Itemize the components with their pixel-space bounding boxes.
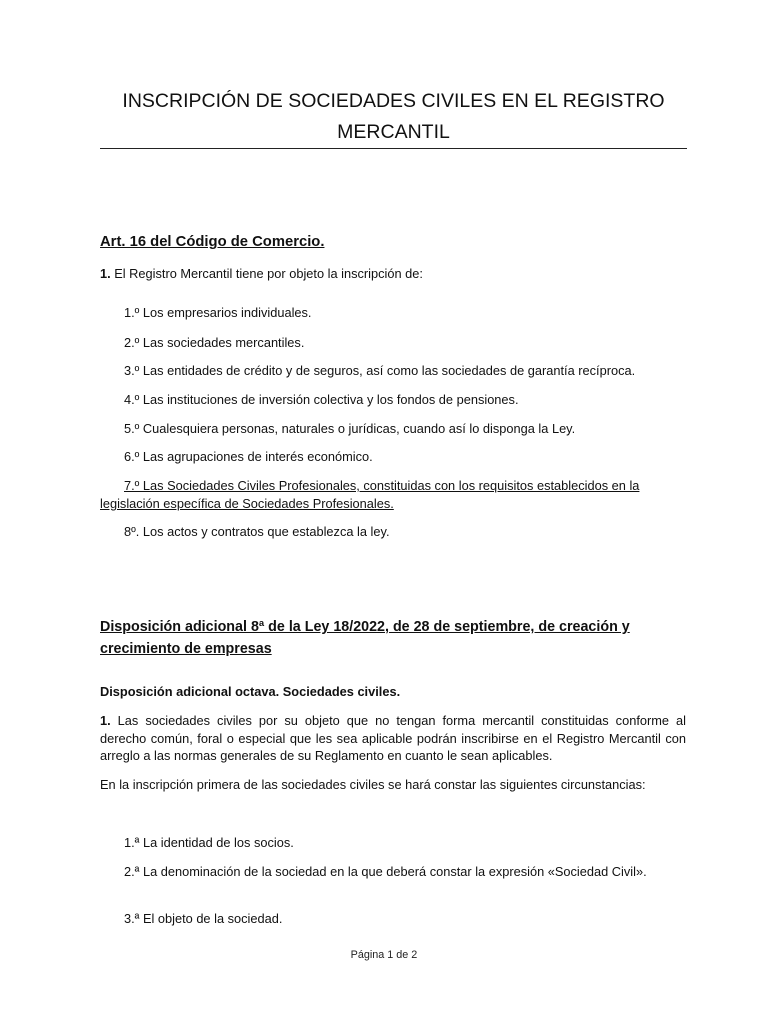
section1-intro-number: 1.	[100, 266, 111, 281]
section1-item-4: 4.º Las instituciones de inversión colectiva y los fondos de pensiones.	[124, 392, 519, 407]
document-title	[100, 86, 687, 148]
section2-item-3: 3.ª El objeto de la sociedad.	[124, 911, 283, 926]
section1-item-7-line2: legislación específica de Sociedades Profesionales.	[100, 496, 394, 511]
section1-item-7-line1: 7.º Las Sociedades Civiles Profesionales, constituidas con los requisitos establecidos en la	[124, 478, 640, 493]
section1-item-8: 8º. Los actos y contratos que establezca la ley.	[124, 524, 390, 539]
section1-item-1: 1.º Los empresarios individuales.	[124, 305, 312, 320]
section1-item-5: 5.º Cualesquiera personas, naturales o jurídicas, cuando así lo disponga la Ley.	[124, 421, 576, 436]
title-line-1: INSCRIPCIÓN DE SOCIEDADES CIVILES EN EL REGISTRO	[122, 90, 665, 112]
section1-item-3: 3.º Las entidades de crédito y de seguros, así como las sociedades de garantía recíproca.	[124, 363, 636, 378]
section2-subheading	[100, 683, 686, 701]
section1-item-2: 2.º Las sociedades mercantiles.	[124, 335, 305, 350]
section1-item-6: 6.º Las agrupaciones de interés económico.	[124, 449, 373, 464]
title-underline-rule	[100, 148, 687, 149]
section2-heading	[100, 616, 630, 660]
section2-heading-line2: crecimiento de empresas	[100, 641, 272, 657]
section1-intro	[100, 265, 686, 283]
section2-heading-line1: Disposición adicional 8ª de la Ley 18/2022, de 28 de septiembre, de creación y	[100, 619, 630, 635]
section1-intro-text: El Registro Mercantil tiene por objeto la inscripción de:	[110, 266, 423, 281]
section2-paragraph-1-number: 1.	[100, 713, 111, 728]
section2-paragraph-1-text: Las sociedades civiles por su objeto que no tengan forma mercantil constituidas conforme al derecho común, foral o especial que les sea aplicable podrán inscribirse en el Registro Mercantil con arreglo a las normas generales de su Reglamento en cuanto le sean aplicables.	[100, 713, 686, 763]
section2-paragraph-2: En la inscripción primera de las sociedades civiles se hará constar las siguientes circunstancias:	[100, 777, 646, 792]
section2-subheading-text: Disposición adicional octava. Sociedades civiles.	[100, 684, 401, 699]
title-line-2: MERCANTIL	[337, 121, 450, 143]
section2-paragraph-1	[100, 712, 686, 765]
section1-heading: Art. 16 del Código de Comercio.	[100, 234, 325, 250]
section2-item-1: 1.ª La identidad de los socios.	[124, 835, 294, 850]
page-number-footer: Página 1 de 2	[350, 949, 418, 961]
section2-item-2: 2.ª La denominación de la sociedad en la que deberá constar la expresión «Sociedad Civil».	[124, 864, 647, 879]
